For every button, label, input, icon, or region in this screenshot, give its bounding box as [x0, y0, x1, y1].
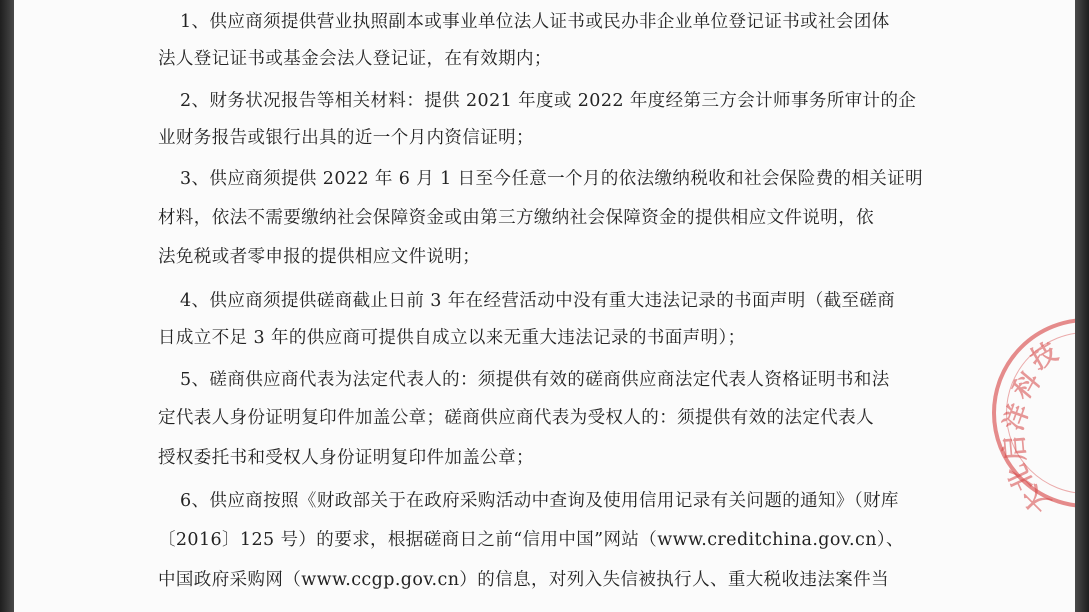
text-line: 中国政府采购网（www.ccgp.gov.cn）的信息，对列入失信被执行人、重大税收违法案件当 [158, 570, 889, 590]
company-seal [992, 318, 1075, 519]
viewer-left-edge [0, 0, 14, 612]
seal-char: 洋 [998, 400, 1036, 435]
text-line: 日成立不足 3 年的供应商可提供自成立以来无重大违法记录的书面声明）； [158, 328, 746, 348]
text-line: 法免税或者零申报的提供相应文件说明； [158, 247, 481, 267]
text-line: 3、供应商须提供 2022 年 6 月 1 日至今任意一个月的依法缴纳税收和社会保险费的相关证明 [180, 169, 924, 189]
viewer-right-edge [1075, 0, 1089, 612]
seal-char: 技 [1025, 337, 1064, 377]
document-page [14, 0, 1075, 612]
text-line: 6、供应商按照《财政部关于在政府采购活动中查询及使用信用记录有关问题的通知》（财库 [180, 491, 899, 511]
text-line: 定代表人身份证明复印件加盖公章；磋商供应商代表为受权人的：须提供有效的法定代表人 [158, 408, 874, 428]
seal-char: 大 [1016, 478, 1057, 519]
seal-char: 启 [999, 434, 1032, 463]
text-line: 授权委托书和受权人身份证明复印件加盖公章； [158, 448, 534, 468]
text-line: 1、供应商须提供营业执照副本或事业单位法人证书或民办非企业单位登记证书或社会团体 [180, 12, 890, 32]
seal-char: 科 [1007, 366, 1047, 406]
seal-char: 北 [1002, 459, 1041, 496]
text-line: 5、磋商供应商代表为法定代表人的：须提供有效的磋商供应商法定代表人资格证明书和法 [180, 370, 890, 390]
text-line: 业财务报告或银行出具的近一个月内资信证明； [158, 128, 534, 148]
text-line: 2、财务状况报告等相关材料：提供 2021 年度或 2022 年度经第三方会计师事务所审计的企 [180, 91, 917, 111]
text-line: 4、供应商须提供磋商截止日前 3 年在经营活动中没有重大违法记录的书面声明（截至磋商 [180, 291, 896, 311]
text-line: 法人登记证书或基金会法人登记证，在有效期内； [158, 49, 552, 69]
text-line: 〔2016〕125 号）的要求，根据磋商日之前“信用中国”网站（www.creditchina.gov.cn）、 [158, 530, 904, 550]
text-line: 材料，依法不需要缴纳社会保障资金或由第三方缴纳社会保障资金的提供相应文件说明，依 [158, 208, 874, 228]
